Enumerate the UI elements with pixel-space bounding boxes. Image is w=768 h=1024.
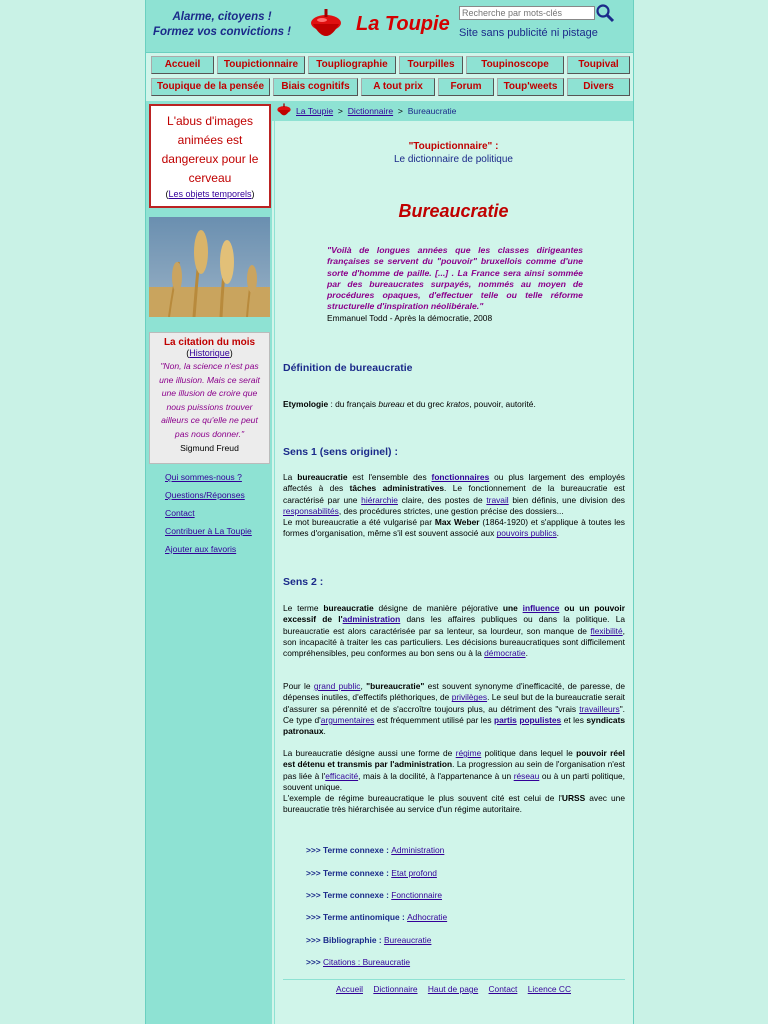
slogan-line2: Formez vos convictions ! <box>152 26 292 38</box>
left-links <box>165 472 252 562</box>
related-link[interactable]: Fonctionnaire <box>391 890 443 900</box>
breadcrumb <box>272 101 633 121</box>
etym-end: , pouvoir, autorité. <box>469 399 536 409</box>
main-content <box>274 121 632 1024</box>
link-questions-reponses[interactable]: Questions/Réponses <box>165 490 245 500</box>
breadcrumb-current: Bureaucratie <box>407 106 457 116</box>
spinning-top-icon <box>276 103 292 118</box>
site-title[interactable]: La Toupie <box>356 13 450 35</box>
related-item: >>> Terme connexe : Fonctionnaire <box>306 890 443 900</box>
main-nav <box>146 53 633 101</box>
footer-dictionnaire[interactable]: Dictionnaire <box>373 984 418 994</box>
related-item: >>> Citations : Bureaucratie <box>306 957 411 967</box>
breadcrumb-sep: > <box>337 106 343 116</box>
breadcrumb-text <box>296 106 456 116</box>
etymology <box>283 399 625 410</box>
citation-box <box>149 332 270 464</box>
nav-toupival[interactable]: Toupival <box>567 56 630 74</box>
epigraph-author: Emmanuel Todd - Après la démocratie, 2008 <box>327 313 493 323</box>
nav-toupictionnaire[interactable]: Toupictionnaire <box>217 56 305 74</box>
dict-subheading: Le dictionnaire de politique <box>394 154 513 165</box>
link-ajouter-favoris[interactable]: Ajouter aux favoris <box>165 544 237 554</box>
related-link[interactable]: Citations : Bureaucratie <box>323 957 411 967</box>
footer-accueil[interactable]: Accueil <box>335 984 363 994</box>
related-item: >>> Terme antinomique : Adhocratie <box>306 912 448 922</box>
sens1-paragraph: La bureaucratie est l'ensemble des fonctionnaires ou plus largement des employés affectés à des tâches administratives. Le fonctionnement de la bureaucratie est caractérisé par une hiérarchie claire, des postes de travail bien définis, une division des responsabilités, des procédures strictes, une gestion précise des dossiers... Le mot bureaucratie a été vulgarisé par Max Weber (1864-1920) et s'applique à toutes les formes d'organisation, même s'il est souvent associé aux pouvoirs publics. <box>283 472 626 539</box>
related-item: >>> Terme connexe : Etat profond <box>306 868 437 878</box>
no-ads-text: Site sans publicité ni pistage <box>459 27 598 39</box>
page <box>145 0 634 1024</box>
footer <box>275 984 632 994</box>
footer-contact[interactable]: Contact <box>488 984 518 994</box>
etym-and: et du grec <box>404 399 447 409</box>
etym-word1: bureau <box>378 399 405 409</box>
header <box>146 0 633 53</box>
link-contact[interactable]: Contact <box>165 508 195 518</box>
breadcrumb-home[interactable]: La Toupie <box>296 106 334 116</box>
nav-accueil[interactable]: Accueil <box>151 56 214 74</box>
related-link[interactable]: Etat profond <box>391 868 437 878</box>
warning-link-wrap: (Les objets temporels) <box>165 189 255 199</box>
footer-divider <box>283 979 625 980</box>
sens2-paragraph-2: Pour le grand public, "bureaucratie" est souvent synonyme d'inefficacité, de paresse, de dépenses inutiles, d'effectifs pléthoriques, de privilèges. Le seul but de la bureaucratie serait d'assurer sa pérennité et de s'accroître toujours plus, au détriment des "vrais travailleurs". Ce type d'argumentaires est fréquemment utilisé par les partis populistes et les syndicats patronaux. <box>283 681 626 737</box>
footer-licence[interactable]: Licence CC <box>527 984 571 994</box>
nav-divers[interactable]: Divers <box>567 78 630 96</box>
nav-toupinoscope[interactable]: Toupinoscope <box>466 56 564 74</box>
link-qui-sommes-nous[interactable]: Qui sommes-nous ? <box>165 472 242 482</box>
etym-text: : du français <box>328 399 379 409</box>
nav-a-tout-prix[interactable]: A tout prix <box>361 78 435 96</box>
related-link[interactable]: Bureaucratie <box>383 935 432 945</box>
sens1-heading: Sens 1 (sens originel) : <box>283 446 398 458</box>
epigraph-quote: "Voilà de longues années que les classes dirigeantes françaises se servent du "pouvoir" bruxellois comme d'une sorte d'homme de paille. [...] . La France sera ainsi sommée par des bureaucrates surpayés, nommés au moyen de procédures opaques, d'effectuer telle ou telle réforme structurelle d'inspiration néolibérale." <box>327 245 583 312</box>
dict-heading: "Toupictionnaire" : <box>408 141 499 152</box>
citation-title: La citation du mois <box>163 337 256 348</box>
related-item: >>> Bibliographie : Bureaucratie <box>306 935 432 945</box>
spinning-top-icon[interactable] <box>308 8 344 42</box>
citation-history-link[interactable]: Historique <box>189 348 230 358</box>
definition-heading: Définition de bureaucratie <box>283 362 413 374</box>
slogan <box>152 10 292 40</box>
page-title: Bureaucratie <box>398 201 509 221</box>
footer-haut-de-page[interactable]: Haut de page <box>427 984 479 994</box>
breadcrumb-sep: > <box>397 106 403 116</box>
etym-word2: kratos <box>446 399 470 409</box>
citation-quote: "Non, la science n'est pas une illusion. Mais ce serait une illusion de croire que nous puissions trouver ailleurs ce qu'elle ne peut pas nous donner." <box>159 361 260 439</box>
left-column <box>146 101 272 1024</box>
wheat-image <box>149 217 270 317</box>
breadcrumb-section[interactable]: Dictionnaire <box>347 106 394 116</box>
nav-toupweets[interactable]: Toup'weets <box>497 78 564 96</box>
search-input[interactable] <box>459 6 595 20</box>
link-contribuer[interactable]: Contribuer à La Toupie <box>165 526 252 536</box>
warning-box <box>149 104 271 208</box>
warning-link[interactable]: Les objets temporels <box>168 189 252 199</box>
citation-link-wrap: (Historique) <box>186 348 233 358</box>
related-link[interactable]: Administration <box>391 845 445 855</box>
slogan-line1: Alarme, citoyens ! <box>172 11 272 23</box>
sens2-heading: Sens 2 : <box>283 576 324 588</box>
citation-author: Sigmund Freud <box>180 443 239 453</box>
sens2-paragraph: Le terme bureaucratie désigne de manière péjorative une influence ou un pouvoir excessif de l'administration dans les affaires publiques ou dans la politique. La bureaucratie est alors caractérisée par sa lenteur, sa lourdeur, son manque de flexibilité, son incapacité à traiter les cas particuliers. Les décisions bureaucratiques sont difficilement compréhensibles, peu conformes au bon sens ou à la démocratie. <box>283 603 626 659</box>
related-item: >>> Terme connexe : Administration <box>306 845 445 855</box>
search-icon[interactable] <box>595 3 615 23</box>
nav-tourpilles[interactable]: Tourpilles <box>399 56 463 74</box>
nav-toupliographie[interactable]: Toupliographie <box>308 56 396 74</box>
warning-text: L'abus d'images animées est dangereux pour le cerveau <box>161 114 259 185</box>
nav-toupique-pensee[interactable]: Toupique de la pensée <box>151 78 270 96</box>
nav-forum[interactable]: Forum <box>438 78 494 96</box>
etym-label: Etymologie <box>283 399 329 409</box>
nav-biais-cognitifs[interactable]: Biais cognitifs <box>273 78 358 96</box>
sens2-paragraph-3: La bureaucratie désigne aussi une forme de régime politique dans lequel le pouvoir réel est détenu et transmis par l'administration. La progression au sein de l'organisation n'est pas liée à l'efficacité, mais à la docilité, à l'appartenance à un réseau ou à un parti politique, souvent unique. L'exemple de régime bureaucratique le plus souvent cité est celui de l'URSS avec une bureaucratie très hiérarchisée au service d'un régime autoritaire. <box>283 748 626 815</box>
related-link[interactable]: Adhocratie <box>407 912 448 922</box>
